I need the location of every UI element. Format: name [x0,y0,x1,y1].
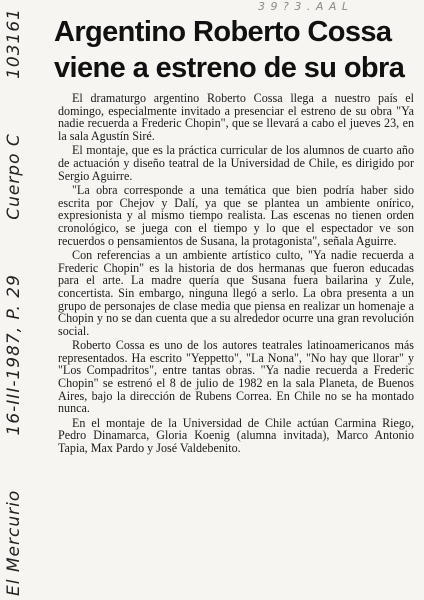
article-body [58,92,414,457]
article-paragraph: El montaje, que es la práctica curricular de los alumnos de cuarto año de actuación y diseño teatral de la Universidad de Chile, es dirigido por Sergio Aguirre. [58,143,414,183]
handwritten-archive-number: 103161 [4,8,24,79]
article-paragraph: "La obra corresponde a una temática que bien podría haber sido escrita por Chejov y Dalí, ya que se plantea un ambiente onírico, expresionista y al mismo tiempo realista. Las escenas no tienen orden cronológico, se juega con el tiempo y lo que el espectador ve son recuerdos o pensamientos de Susana, la protagonista", señala Aguirre. [58,183,414,248]
handwritten-date-page: 16-III-1987, P. 29 [4,274,24,436]
handwritten-newspaper-name: El Mercurio [4,489,24,596]
article-paragraph: En el montaje de la Universidad de Chile actúan Carmina Riego, Pedro Dinamarca, Gloria Koenig (alumna invitada), Marco Antonio Tapia, Max Pardo y José Valdebenito. [58,415,414,456]
headline-line-1: Argentino Roberto Cossa [54,16,392,48]
headline-line-2: viene a estreno de su obra [54,52,405,84]
article-paragraph: El dramaturgo argentino Roberto Cossa llega a nuestro país el domingo, especialmente invitado a presenciar el estreno de su obra "Ya nadie recuerda a Frederic Chopin", que se llevará a cabo el jueves 23, en la sala Agustín Siré. [58,91,414,143]
headline [54,14,416,86]
handwritten-source-note [4,8,24,596]
article-paragraph: Con referencias a un ambiente artístico culto, "Ya nadie recuerda a Frederic Chopin" es la historia de dos hermanas que fueron educadas para el arte. La madre quería que Susana fuera bailarina y Zule, concertista. Sin embargo, ninguna llegó a serlo. La obra presenta a un grupo de personajes de clase media que piensa en realizar un homenaje a Chopin y no se dan cuenta que a su alrededor ocurre una gran revolución social. [58,248,414,338]
handwritten-section: Cuerpo C [4,133,24,220]
pencil-archive-note: 3 9 ? 3 . A A L [258,0,349,13]
article-paragraph: Roberto Cossa es uno de los autores teatrales latinoamericanos más representados. Ha escrito "Yeppetto", "La Nona", "No hay que llorar" y "Los Compadritos", entre tantas obras. "Ya nadie recuerda a Frederic Chopin" se estrenó el 8 de julio de 1982 en la sala Planeta, de Buenos Aires, bajo la dirección de Rubens Correa. En Chile no se ha montado nunca. [58,338,414,416]
